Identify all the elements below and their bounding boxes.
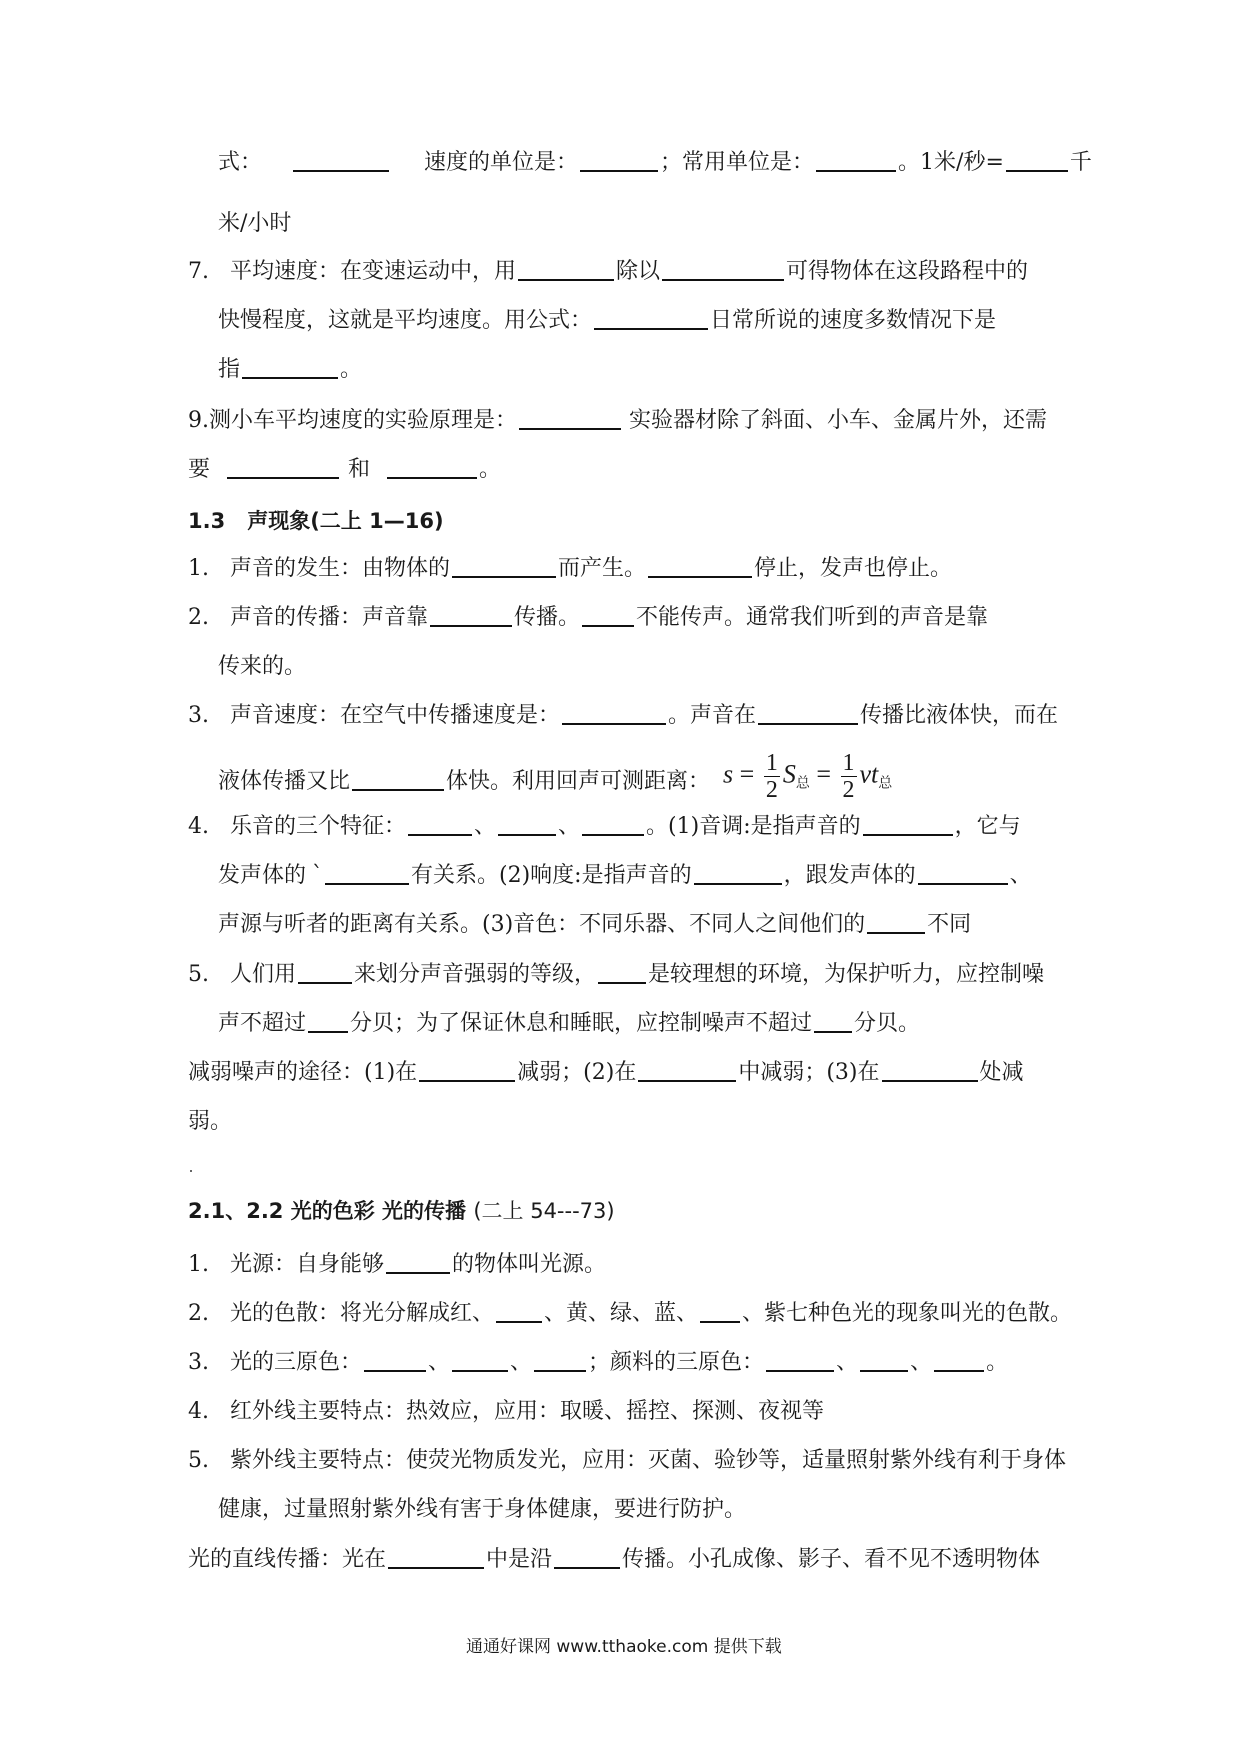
- blank: [554, 1545, 620, 1569]
- blank: [452, 1348, 508, 1372]
- stray-dot: [190, 1170, 192, 1172]
- item-number: 2.: [188, 1301, 209, 1326]
- text: 传播比液体快，而在: [860, 703, 1059, 728]
- text: 健康，过量照射紫外线有害于身体健康，要进行防护。: [218, 1497, 747, 1522]
- blank: [582, 812, 644, 836]
- blank: [662, 257, 784, 281]
- s13-item-5-line-2: [218, 1009, 920, 1039]
- blank: [598, 960, 646, 984]
- text: 减弱噪声的途径：(1)在: [188, 1060, 418, 1085]
- s13-item-2: [188, 603, 988, 633]
- blank: [700, 1299, 740, 1323]
- blank: [580, 148, 658, 172]
- subscript: 总: [795, 775, 810, 792]
- item-number: 1.: [188, 556, 209, 581]
- s21-item-5-line-2: [218, 1495, 746, 1525]
- text: 除以: [616, 259, 661, 284]
- text: ，它与: [954, 814, 1021, 839]
- blank: [352, 767, 444, 791]
- blank: [918, 861, 1008, 885]
- text: 。1米/秒=: [898, 150, 1004, 175]
- item-number: 3.: [188, 703, 209, 728]
- s21-item-2: [188, 1299, 1072, 1329]
- item-number: 7.: [188, 259, 209, 284]
- question-9: [188, 406, 1047, 436]
- blank: [364, 1348, 426, 1372]
- blank: [298, 960, 352, 984]
- text: ，跟发声体的: [783, 863, 916, 888]
- text: 快慢程度，这就是平均速度。用公式：: [218, 308, 593, 333]
- text: 传播。小孔成像、影子、看不见不透明物体: [622, 1547, 1041, 1572]
- noise-reduction-line: [188, 1058, 1024, 1088]
- question-7-line-2: [218, 306, 996, 336]
- blank: [594, 306, 708, 330]
- item-number: 5.: [188, 962, 209, 987]
- text: 日常所说的速度多数情况下是: [710, 308, 997, 333]
- text: 、: [474, 814, 497, 839]
- stray-mark: `: [312, 863, 324, 888]
- text: 9.测小车平均速度的实验原理是：: [188, 408, 517, 433]
- s13-item-3-line-2: [218, 750, 893, 803]
- text: 乐音的三个特征：: [230, 814, 407, 839]
- subscript: 总: [878, 775, 893, 792]
- text: 声音的发生：由物体的: [230, 556, 451, 581]
- text: 、: [558, 814, 581, 839]
- denominator: 2: [765, 777, 778, 803]
- text: 光的三原色：: [230, 1350, 363, 1375]
- item-number: 1.: [188, 1252, 209, 1277]
- line-unit-of-speed: [218, 148, 1092, 178]
- light-straight-line: [188, 1545, 1040, 1575]
- item-number: 2.: [188, 605, 209, 630]
- blank: [758, 701, 858, 725]
- text: 分贝。: [854, 1011, 921, 1036]
- formula-equals: =: [816, 759, 831, 789]
- blank: [867, 910, 925, 934]
- blank: [860, 1348, 908, 1372]
- noise-reduction-line-2: [188, 1107, 232, 1137]
- text: 实验器材除了斜面、小车、金属片外，还需: [629, 408, 1048, 433]
- blank: [934, 1348, 984, 1372]
- section-range: (二上 54---73): [473, 1199, 615, 1223]
- text: 是较理想的环境，为保护听力，应控制噪: [648, 962, 1045, 987]
- line-km-per-hour: [218, 209, 291, 239]
- blank: [419, 1058, 515, 1082]
- blank: [648, 554, 752, 578]
- text: 、紫七种色光的现象叫光的色散。: [742, 1301, 1073, 1326]
- blank: [1006, 148, 1068, 172]
- text: 米/小时: [218, 211, 292, 236]
- numerator: 1: [842, 750, 855, 776]
- section-title: 声现象: [247, 509, 311, 533]
- text: 人们用: [230, 962, 297, 987]
- blank: [408, 812, 472, 836]
- s13-item-4: [188, 812, 1021, 842]
- text: 的物体叫光源。: [452, 1252, 607, 1277]
- item-number: 4.: [188, 814, 209, 839]
- text: 速度的单位是：: [424, 150, 579, 175]
- text: 、: [510, 1350, 533, 1375]
- text: 式：: [218, 150, 263, 175]
- text: 声源与听者的距离有关系。(3)音色：不同乐器、不同人之间他们的: [218, 912, 866, 937]
- text: 、: [1009, 863, 1032, 888]
- blank: [386, 1250, 450, 1274]
- text: 千: [1069, 150, 1092, 175]
- text: 紫外线主要特点：使荧光物质发光，应用：灭菌、验钞等，适量照射紫外线有利于身体: [230, 1448, 1067, 1473]
- blank: [325, 861, 409, 885]
- s13-item-4-line-2: [218, 861, 1032, 891]
- text: 发声体的: [218, 863, 307, 888]
- blank: [816, 148, 896, 172]
- section-range: (二上 1—16): [310, 509, 444, 533]
- section-heading-2-1: [188, 1196, 615, 1226]
- text: 、: [836, 1350, 859, 1375]
- blank: [534, 1348, 586, 1372]
- text: 光的直线传播：光在: [188, 1547, 387, 1572]
- denominator: 2: [842, 777, 855, 803]
- blank: [694, 861, 782, 885]
- question-7-line-3: [218, 355, 362, 385]
- text: 声音速度：在空气中传播速度是：: [230, 703, 561, 728]
- text: 弱。: [188, 1109, 233, 1134]
- text: 平均速度：在变速运动中，用: [230, 259, 517, 284]
- text: 中减弱；(3)在: [738, 1060, 880, 1085]
- footer-text: 通通好课网 www.tthaoke.com 提供下载: [466, 1637, 782, 1657]
- text: 减弱；(2)在: [517, 1060, 637, 1085]
- text: 光的色散：将光分解成红、: [230, 1301, 495, 1326]
- blank: [519, 406, 621, 430]
- section-number: 1.3: [188, 509, 226, 533]
- text: 。: [340, 357, 363, 382]
- formula-fraction: [841, 750, 857, 803]
- blank: [387, 455, 477, 479]
- blank: [518, 257, 614, 281]
- s21-item-1: [188, 1250, 606, 1280]
- page-footer: [466, 1632, 782, 1662]
- formula-S: S: [782, 759, 796, 789]
- text: ；常用单位是：: [660, 150, 815, 175]
- text: 传播。: [514, 605, 581, 630]
- text: 。: [479, 457, 502, 482]
- echo-distance-formula: [723, 750, 892, 810]
- s13-item-3: [188, 701, 1058, 731]
- blank: [496, 1299, 542, 1323]
- formula-equals: =: [739, 759, 755, 789]
- blank: [766, 1348, 834, 1372]
- blank: [227, 455, 339, 479]
- blank: [814, 1009, 852, 1033]
- s13-item-5: [188, 960, 1044, 990]
- text: 、黄、绿、蓝、: [544, 1301, 699, 1326]
- text: 。声音在: [668, 703, 757, 728]
- blank: [242, 355, 338, 379]
- blank: [430, 603, 512, 627]
- text: 不同: [927, 912, 972, 937]
- text: 声不超过: [218, 1011, 307, 1036]
- section-heading-1-3: [188, 506, 444, 536]
- text: 体快。利用回声可测距离：: [446, 769, 711, 794]
- text: 光源：自身能够: [230, 1252, 385, 1277]
- text: 红外线主要特点：热效应，应用：取暖、摇控、探测、夜视等: [230, 1399, 825, 1424]
- text: 要: [188, 457, 211, 482]
- text: 液体传播又比: [218, 769, 351, 794]
- item-number: 3.: [188, 1350, 209, 1375]
- blank: [638, 1058, 736, 1082]
- text: 有关系。(2)响度:是指声音的: [411, 863, 692, 888]
- text: 指: [218, 357, 241, 382]
- blank: [582, 603, 634, 627]
- formula-fraction: [764, 750, 780, 803]
- text: 来划分声音强弱的等级，: [354, 962, 597, 987]
- text: 。: [986, 1350, 1009, 1375]
- text: 和: [348, 457, 371, 482]
- text: 、: [910, 1350, 933, 1375]
- item-number: 4.: [188, 1399, 209, 1424]
- s21-item-3: [188, 1348, 1008, 1378]
- s13-item-4-line-3: [218, 910, 971, 940]
- blank: [452, 554, 556, 578]
- s13-item-1: [188, 554, 952, 584]
- text: ；颜料的三原色：: [588, 1350, 765, 1375]
- blank: [308, 1009, 348, 1033]
- s21-item-5: [188, 1446, 1066, 1476]
- text: 传来的。: [218, 654, 307, 679]
- text: 中是沿: [486, 1547, 553, 1572]
- text: 可得物体在这段路程中的: [786, 259, 1029, 284]
- numerator: 1: [765, 750, 778, 776]
- formula-vt: vt: [859, 759, 879, 789]
- text: 分贝；为了保证休息和睡眠，应控制噪声不超过: [350, 1011, 813, 1036]
- text: 。(1)音调:是指声音的: [646, 814, 861, 839]
- text: 而产生。: [558, 556, 647, 581]
- blank: [882, 1058, 978, 1082]
- s13-item-2-line-2: [218, 652, 306, 682]
- text: 声音的传播：声音靠: [230, 605, 429, 630]
- blank: [293, 148, 389, 172]
- formula-s: s: [723, 759, 734, 789]
- blank: [388, 1545, 484, 1569]
- text: 停止，发声也停止。: [754, 556, 953, 581]
- blank: [498, 812, 556, 836]
- s21-item-4: [188, 1397, 824, 1427]
- text: 、: [428, 1350, 451, 1375]
- question-9-line-2: [188, 455, 501, 485]
- blank: [863, 812, 953, 836]
- question-7: [188, 257, 1028, 287]
- text: 处减: [979, 1060, 1024, 1085]
- section-title: 2.1、2.2 光的色彩 光的传播: [188, 1199, 467, 1223]
- blank: [562, 701, 666, 725]
- item-number: 5.: [188, 1448, 209, 1473]
- text: 不能传声。通常我们听到的声音是靠: [636, 605, 989, 630]
